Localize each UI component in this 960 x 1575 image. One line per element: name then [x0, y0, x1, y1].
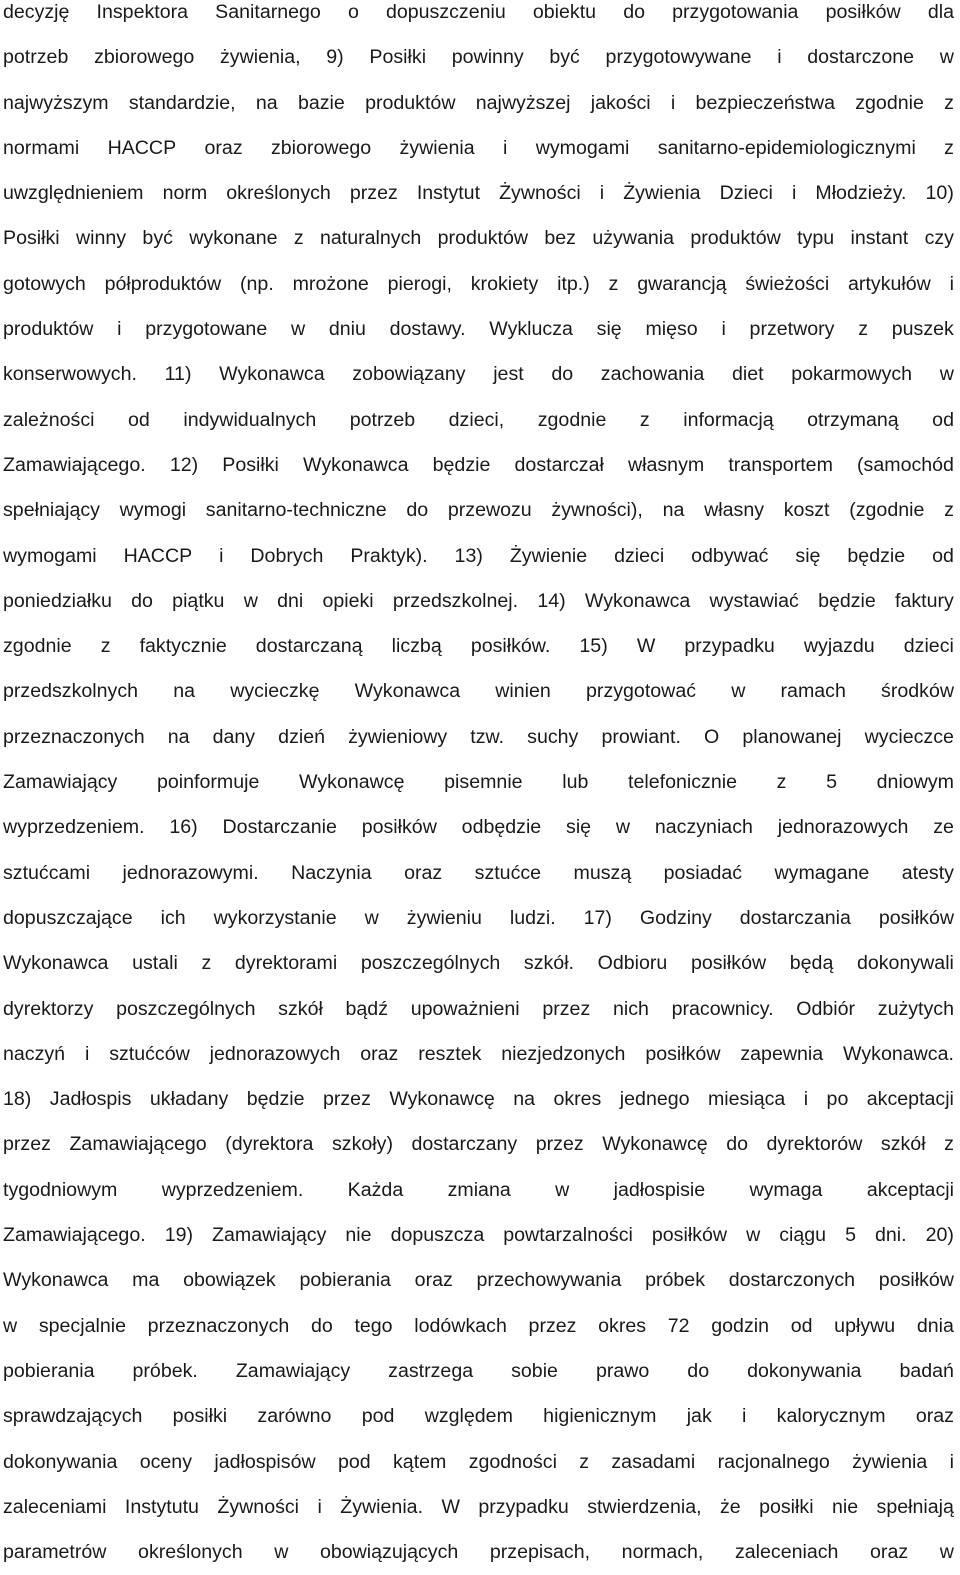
- text-line: parametrów określonych w obowiązujących przepisach, normach, zaleceniach oraz w: [3, 1541, 954, 1564]
- text-line: naczyń i sztućców jednorazowych oraz resztek niezjedzonych posiłków zapewnia Wykonawca.: [3, 1042, 954, 1065]
- text-line: Zamawiającego. 19) Zamawiający nie dopuszcza powtarzalności posiłków w ciągu 5 dni. 20): [3, 1224, 954, 1247]
- text-line: konserwowych. 11) Wykonawca zobowiązany jest do zachowania diet pokarmowych w: [3, 363, 954, 386]
- text-line: wymogami HACCP i Dobrych Praktyk). 13) Żywienie dzieci odbywać się będzie od: [3, 544, 954, 567]
- text-line: dyrektorzy poszczególnych szkół bądź upoważnieni przez nich pracownicy. Odbiór zużytych: [3, 997, 954, 1020]
- text-line: decyzję Inspektora Sanitarnego o dopuszczeniu obiektu do przygotowania posiłków dla: [3, 1, 954, 23]
- text-line: Zamawiającego. 12) Posiłki Wykonawca będzie dostarczał własnym transportem (samochód: [3, 453, 954, 476]
- document-body-text: [3, 0, 954, 1575]
- text-line: spełniający wymogi sanitarno-techniczne do przewozu żywności), na własny koszt (zgodnie z: [3, 499, 954, 522]
- text-line: 18) Jadłospis układany będzie przez Wykonawcę na okres jednego miesiąca i po akceptacji: [3, 1088, 954, 1111]
- text-line: przeznaczonych na dany dzień żywieniowy tzw. suchy prowiant. O planowanej wycieczce: [3, 725, 954, 748]
- text-line: zgodnie z faktycznie dostarczaną liczbą posiłków. 15) W przypadku wyjazdu dzieci: [3, 635, 954, 658]
- text-line: najwyższym standardzie, na bazie produktów najwyższej jakości i bezpieczeństwa zgodnie z: [3, 91, 954, 114]
- text-line: pobierania próbek. Zamawiający zastrzega sobie prawo do dokonywania badań: [3, 1359, 954, 1382]
- text-line: gotowych półproduktów (np. mrożone pierogi, krokiety itp.) z gwarancją świeżości artykułów i: [3, 272, 954, 295]
- text-line: Wykonawca ustali z dyrektorami poszczególnych szkół. Odbioru posiłków będą dokonywali: [3, 952, 954, 975]
- text-line: poniedziałku do piątku w dni opieki przedszkolnej. 14) Wykonawca wystawiać będzie faktury: [3, 589, 954, 612]
- text-line: przedszkolnych na wycieczkę Wykonawca winien przygotować w ramach środków: [3, 680, 954, 703]
- text-line: sztućcami jednorazowymi. Naczynia oraz sztućce muszą posiadać wymagane atesty: [3, 861, 954, 884]
- text-line: zależności od indywidualnych potrzeb dzieci, zgodnie z informacją otrzymaną od: [3, 408, 954, 431]
- text-line: dokonywania oceny jadłospisów pod kątem zgodności z zasadami racjonalnego żywienia i: [3, 1450, 954, 1473]
- text-line: tygodniowym wyprzedzeniem. Każda zmiana w jadłospisie wymaga akceptacji: [3, 1178, 954, 1201]
- text-line: uwzględnieniem norm określonych przez Instytut Żywności i Żywienia Dzieci i Młodzieży. 10): [3, 182, 954, 205]
- text-line: sprawdzających posiłki zarówno pod względem higienicznym jak i kalorycznym oraz: [3, 1405, 954, 1428]
- text-line: potrzeb zbiorowego żywienia, 9) Posiłki powinny być przygotowywane i dostarczone w: [3, 46, 954, 69]
- text-line: zaleceniami Instytutu Żywności i Żywienia. W przypadku stwierdzenia, że posiłki nie spełniają: [3, 1495, 954, 1518]
- text-line: w specjalnie przeznaczonych do tego lodówkach przez okres 72 godzin od upływu dnia: [3, 1314, 954, 1337]
- text-line: Wykonawca ma obowiązek pobierania oraz przechowywania próbek dostarczonych posiłków: [3, 1269, 954, 1292]
- text-line: produktów i przygotowane w dniu dostawy. Wyklucza się mięso i przetwory z puszek: [3, 318, 954, 341]
- text-line: normami HACCP oraz zbiorowego żywienia i wymogami sanitarno-epidemiologicznymi z: [3, 136, 954, 159]
- text-line: przez Zamawiającego (dyrektora szkoły) dostarczany przez Wykonawcę do dyrektorów szkół z: [3, 1133, 954, 1156]
- text-line: Posiłki winny być wykonane z naturalnych produktów bez używania produktów typu instant czy: [3, 227, 954, 250]
- text-line: Zamawiający poinformuje Wykonawcę pisemnie lub telefonicznie z 5 dniowym: [3, 771, 954, 794]
- text-line: wyprzedzeniem. 16) Dostarczanie posiłków odbędzie się w naczyniach jednorazowych ze: [3, 816, 954, 839]
- text-line: dopuszczające ich wykorzystanie w żywieniu ludzi. 17) Godziny dostarczania posiłków: [3, 906, 954, 929]
